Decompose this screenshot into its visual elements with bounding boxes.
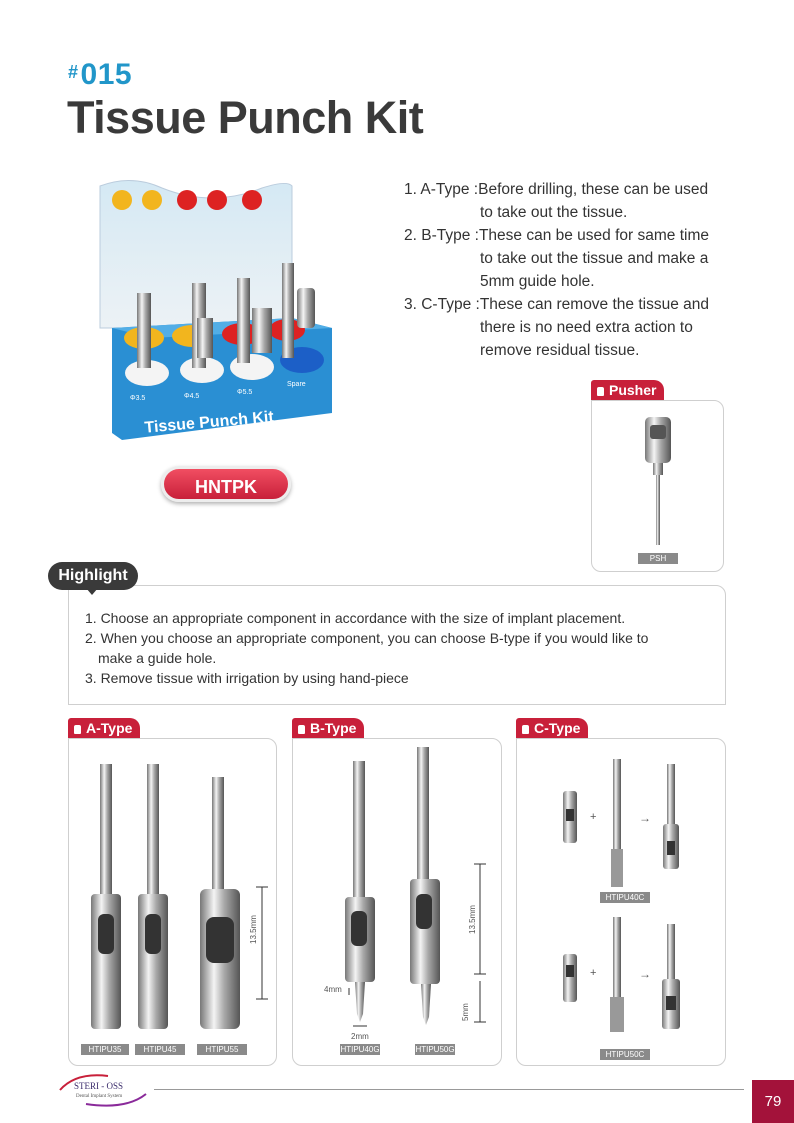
- b-type-width-dimension: 4mm: [324, 985, 342, 994]
- code-label: HTIPU40G: [340, 1045, 380, 1054]
- kit-size-4: Spare: [287, 381, 306, 388]
- footer-divider: [154, 1089, 744, 1090]
- code-label: HTIPU50C: [600, 1049, 650, 1060]
- pusher-image: [592, 401, 723, 551]
- highlight-item: make a guide hole.: [98, 650, 217, 666]
- product-code-badge: HNTPK: [161, 466, 291, 502]
- description-line: there is no need extra action to: [480, 319, 693, 336]
- a-type-image: [69, 739, 276, 1065]
- a-type-dimension: 13.5mm: [249, 915, 258, 944]
- highlight-item: 1. Choose an appropriate component in accordance with the size of implant placement.: [85, 610, 626, 626]
- code-label: HTIPU35: [81, 1044, 129, 1055]
- highlight-item: 3. Remove tissue with irrigation by using hand-piece: [85, 670, 409, 686]
- description-line: 5mm guide hole.: [480, 273, 595, 290]
- kit-size-3: Φ5.5: [237, 389, 253, 396]
- description-b: 2. B-Type : These can be used for same time: [404, 227, 709, 244]
- highlight-box: [68, 585, 726, 705]
- pin-icon: [74, 725, 81, 734]
- b-type-length-dimension: 13.5mm: [468, 905, 477, 934]
- code-label: HTIPU55: [197, 1044, 247, 1055]
- highlight-item: 2. When you choose an appropriate component, you can choose B-type if you would like to: [85, 630, 649, 646]
- pusher-panel: [591, 400, 724, 572]
- highlight-tag: Highlight: [48, 562, 138, 590]
- pin-icon: [522, 725, 529, 734]
- plus-icon: +: [590, 811, 597, 823]
- logo-name: STERI - OSS: [74, 1081, 124, 1091]
- pusher-code: PSH: [638, 553, 678, 564]
- c-type-panel: [516, 738, 726, 1066]
- page-number: 79: [752, 1080, 794, 1123]
- type-descriptions: [404, 178, 734, 362]
- a-type-panel: [68, 738, 277, 1066]
- kit-size-2: Φ4.5: [184, 393, 200, 400]
- code-label: HTIPU45: [135, 1044, 185, 1055]
- kit-label: Tissue Punch Kit: [143, 408, 275, 437]
- b-type-panel: [292, 738, 502, 1066]
- arrow-right-icon: →: [639, 967, 651, 981]
- code-label: HTIPU40C: [600, 892, 650, 903]
- pin-icon: [597, 387, 604, 396]
- b-type-tag: B-Type: [292, 718, 364, 738]
- highlight-pointer: [86, 588, 98, 595]
- company-logo: [56, 1070, 156, 1110]
- product-number: #015: [68, 58, 133, 91]
- kit-size-1: Φ3.5: [130, 395, 146, 402]
- description-line: to take out the tissue and make a: [480, 250, 709, 267]
- pin-icon: [298, 725, 305, 734]
- page-title: Tissue Punch Kit: [67, 92, 424, 143]
- pusher-tag: Pusher: [591, 380, 664, 400]
- arrow-right-icon: →: [639, 811, 651, 825]
- description-c: 3. C-Type : These can remove the tissue and: [404, 296, 709, 313]
- description-line: remove residual tissue.: [480, 342, 640, 359]
- code-label: HTIPU50G: [415, 1045, 455, 1054]
- b-type-point-dimension: 2mm: [351, 1032, 369, 1041]
- kit-photo: [92, 178, 342, 458]
- c-type-tag: C-Type: [516, 718, 588, 738]
- a-type-tag: A-Type: [68, 718, 140, 738]
- plus-icon: +: [590, 967, 597, 979]
- description-a: 1. A-Type : Before drilling, these can be used: [404, 181, 709, 198]
- logo-subtitle: Dental Implant System: [76, 1094, 123, 1099]
- b-type-tip-dimension: 5mm: [461, 1003, 470, 1021]
- description-line: to take out the tissue.: [480, 204, 628, 221]
